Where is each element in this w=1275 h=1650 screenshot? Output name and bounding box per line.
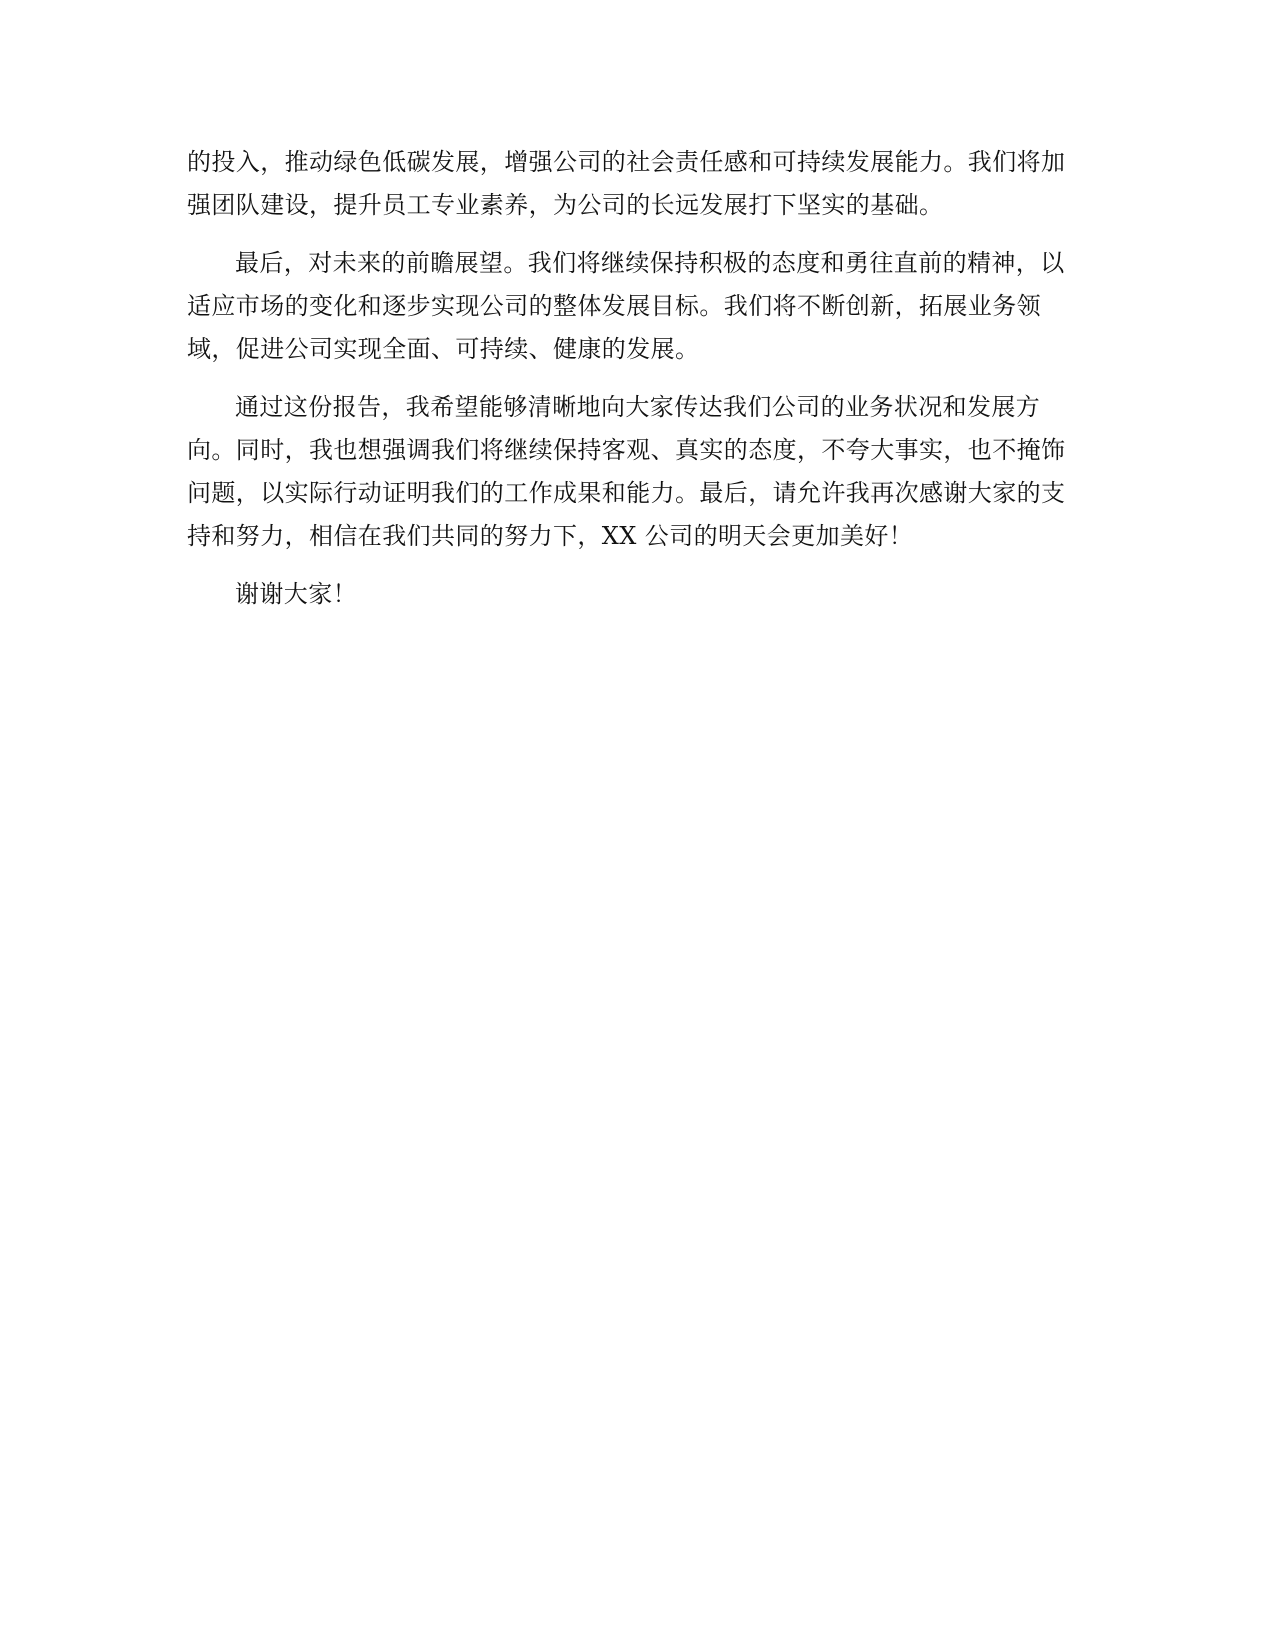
text-line: 适应市场的变化和逐步实现公司的整体发展目标。我们将不断创新，拓展业务领 xyxy=(187,292,1041,320)
text-line: 强团队建设，提升员工专业素养，为公司的长远发展打下坚实的基础。 xyxy=(187,191,944,219)
text-line: 的投入，推动绿色低碳发展，增强公司的社会责任感和可持续发展能力。我们将加 xyxy=(187,148,1066,176)
paragraph-conclusion xyxy=(187,386,1087,558)
text-line: 最后，对未来的前瞻展望。我们将继续保持积极的态度和勇往直前的精神，以 xyxy=(235,249,1065,277)
text-line: 持和努力，相信在我们共同的努力下，XX 公司的明天会更加美好！ xyxy=(187,522,914,550)
text-line: 域，促进公司实现全面、可持续、健康的发展。 xyxy=(187,335,700,363)
text-line: 问题，以实际行动证明我们的工作成果和能力。最后，请允许我再次感谢大家的支 xyxy=(187,479,1066,507)
text-line: 向。同时，我也想强调我们将继续保持客观、真实的态度，不夸大事实，也不掩饰 xyxy=(187,436,1066,464)
text-line: 通过这份报告，我希望能够清晰地向大家传达我们公司的业务状况和发展方 xyxy=(235,393,1041,421)
document-body xyxy=(187,141,1087,616)
paragraph-outlook xyxy=(187,242,1087,371)
paragraph-sustainability xyxy=(187,141,1087,227)
text-line: 谢谢大家！ xyxy=(235,580,357,608)
paragraph-thanks xyxy=(187,573,1087,616)
